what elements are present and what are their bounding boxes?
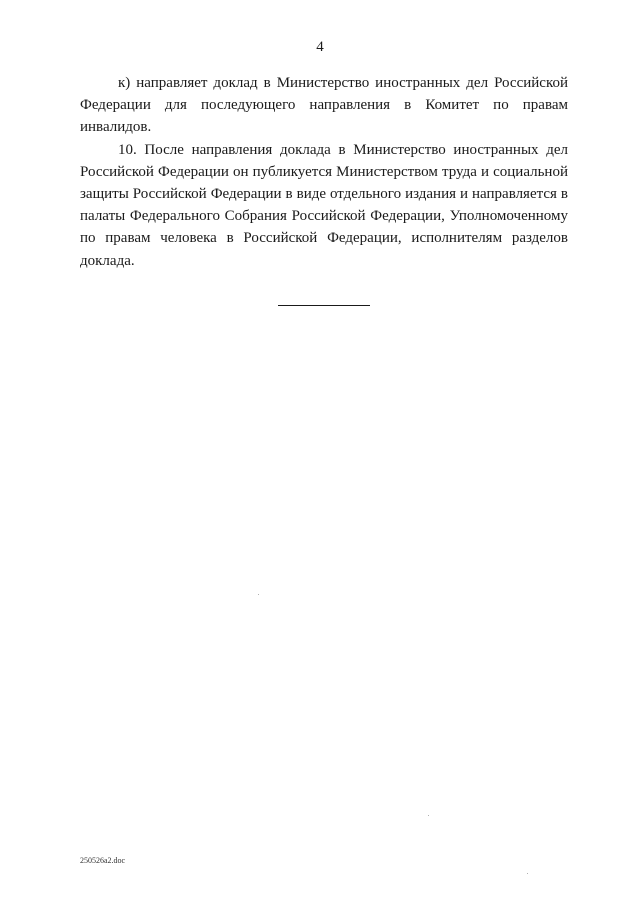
document-body xyxy=(80,72,568,272)
paragraph-k: к) направляет доклад в Министерство иностранных дел Российской Федерации для последующего направления в Комитет по правам инвалидов. xyxy=(80,75,568,136)
scan-speck xyxy=(428,815,429,816)
scan-speck xyxy=(527,873,528,874)
scan-speck xyxy=(258,594,259,595)
document-file-code: 250526a2.doc xyxy=(80,856,126,865)
end-divider-line xyxy=(278,305,370,306)
paragraph-10: 10. После направления доклада в Министерство иностранных дел Российской Федерации он публикуется Министерством труда и социальной защиты Российской Федерации в виде отдельного издания и направляется в палаты Федерального Собрания Российской Федерации, Уполномоченному по правам человека в Российской Федерации, исполнителям разделов доклада. xyxy=(80,141,568,269)
page-number: 4 xyxy=(316,39,324,55)
